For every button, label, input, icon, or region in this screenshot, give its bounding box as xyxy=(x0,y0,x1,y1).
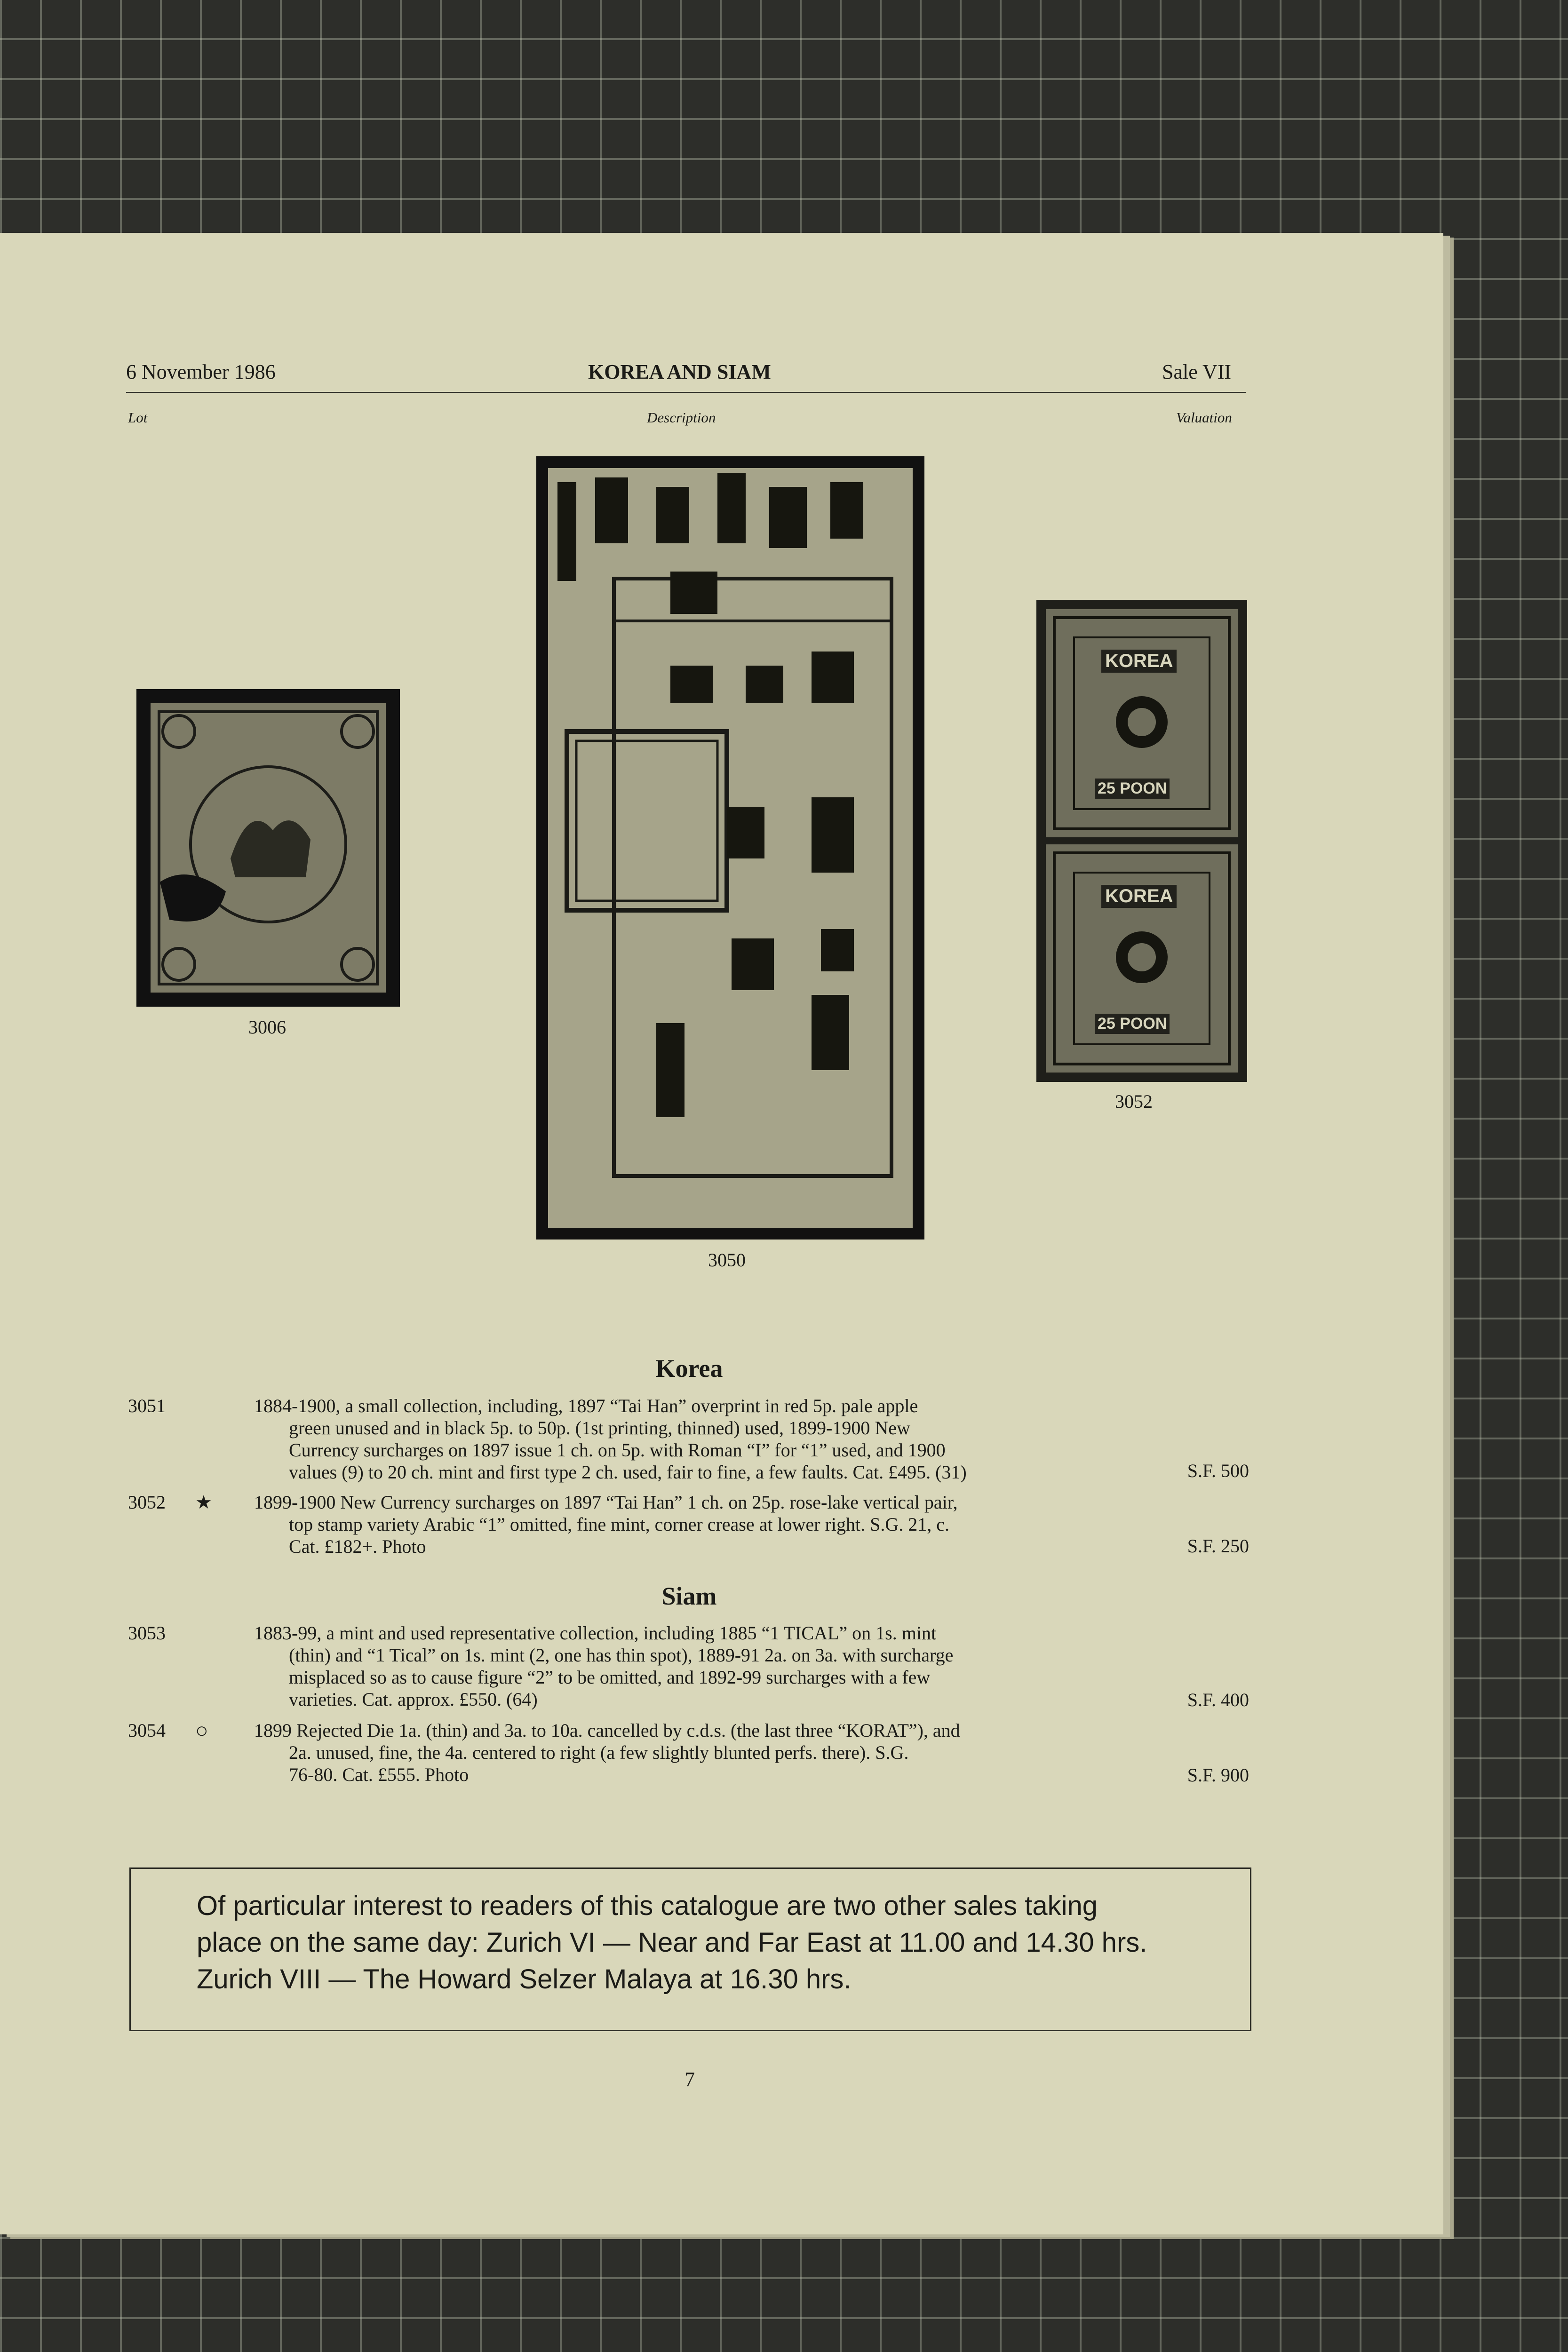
stamp-value-label: 25 POON xyxy=(1095,779,1170,799)
caption-3050: 3050 xyxy=(708,1249,746,1271)
stamp-photo-3006 xyxy=(136,689,400,1007)
lot-line: values (9) to 20 ch. mint and first type 2 ch. used, fair to fine, a few faults. Cat. £495. (31) xyxy=(289,1462,967,1483)
stamp-pair-photo-3052 xyxy=(1036,600,1247,1082)
column-description: Description xyxy=(647,409,716,426)
star-symbol-icon: ★ xyxy=(195,1492,212,1513)
lot-line: 2a. unused, fine, the 4a. centered to right (a few slightly blunted perfs. there). S.G. xyxy=(289,1742,909,1763)
header-rule xyxy=(126,392,1246,393)
lot-number: 3054 xyxy=(128,1720,166,1741)
stamp-korea-label: KOREA xyxy=(1101,650,1177,673)
stamp-korea-label: KOREA xyxy=(1101,885,1177,908)
lot-line: 1899-1900 New Currency surcharges on 1897 “Tai Han” 1 ch. on 25p. rose-lake vertical pair, xyxy=(254,1492,958,1513)
lot-line: Cat. £182+. Photo xyxy=(289,1536,426,1557)
lot-valuation: S.F. 500 xyxy=(1187,1460,1249,1481)
lot-description xyxy=(254,1622,1115,1710)
caption-3052: 3052 xyxy=(1115,1091,1153,1112)
lower-stamp xyxy=(1046,844,1238,1073)
caption-3006: 3006 xyxy=(248,1017,286,1038)
lot-valuation: S.F. 400 xyxy=(1187,1689,1249,1710)
circle-symbol-icon: ○ xyxy=(195,1718,208,1742)
lot-line: green unused and in black 5p. to 50p. (1st printing, thinned) used, 1899-1900 New xyxy=(289,1417,910,1438)
lot-number: 3051 xyxy=(128,1395,166,1416)
lot-line: varieties. Cat. approx. £550. (64) xyxy=(289,1689,538,1710)
lot-line: 1883-99, a mint and used representative collection, including 1885 “1 TICAL” on 1s. mint xyxy=(254,1622,937,1644)
section-title-korea: Korea xyxy=(655,1354,723,1383)
lot-description xyxy=(254,1719,1115,1786)
lot-valuation: S.F. 250 xyxy=(1187,1535,1249,1557)
lot-line: Currency surcharges on 1897 issue 1 ch. on 5p. with Roman “I” for “1” used, and 1900 xyxy=(289,1439,946,1461)
cover-photo-3050 xyxy=(536,456,924,1240)
lot-number: 3053 xyxy=(128,1622,166,1644)
lot-line: (thin) and “1 Tical” on 1s. mint (2, one has thin spot), 1889-91 2a. on 3a. with surcharge xyxy=(289,1645,954,1666)
lot-description xyxy=(254,1395,1115,1483)
lot-number: 3052 xyxy=(128,1492,166,1513)
lot-description xyxy=(254,1491,1115,1557)
lot-line: 1884-1900, a small collection, including, 1897 “Tai Han” overprint in red 5p. pale apple xyxy=(254,1395,918,1416)
lot-valuation: S.F. 900 xyxy=(1187,1764,1249,1786)
notice-box xyxy=(129,1867,1251,2031)
section-title-siam: Siam xyxy=(661,1582,717,1610)
stamp-value-label: 25 POON xyxy=(1095,1014,1170,1034)
upper-stamp xyxy=(1046,609,1238,837)
header-sale: Sale VII xyxy=(1162,360,1232,383)
notice-line: Zurich VIII — The Howard Selzer Malaya at 16.30 hrs. xyxy=(197,1964,852,1994)
header-title: KOREA AND SIAM xyxy=(588,360,771,383)
lot-line: misplaced so as to cause figure “2” to be omitted, and 1892-99 surcharges with a few xyxy=(289,1667,931,1688)
header-date: 6 November 1986 xyxy=(126,360,276,383)
lot-line: 1899 Rejected Die 1a. (thin) and 3a. to 10a. cancelled by c.d.s. (the last three “KORAT”), and xyxy=(254,1720,960,1741)
notice-line: Of particular interest to readers of this catalogue are two other sales taking xyxy=(197,1891,1098,1921)
page-number: 7 xyxy=(685,2068,695,2091)
lot-line: 76-80. Cat. £555. Photo xyxy=(289,1764,469,1785)
column-lot: Lot xyxy=(128,409,148,426)
column-valuation: Valuation xyxy=(1176,409,1232,426)
notice-line: place on the same day: Zurich VI — Near and Far East at 11.00 and 14.30 hrs. xyxy=(197,1927,1147,1958)
lot-line: top stamp variety Arabic “1” omitted, fine mint, corner crease at lower right. S.G. 21, c. xyxy=(289,1514,950,1535)
